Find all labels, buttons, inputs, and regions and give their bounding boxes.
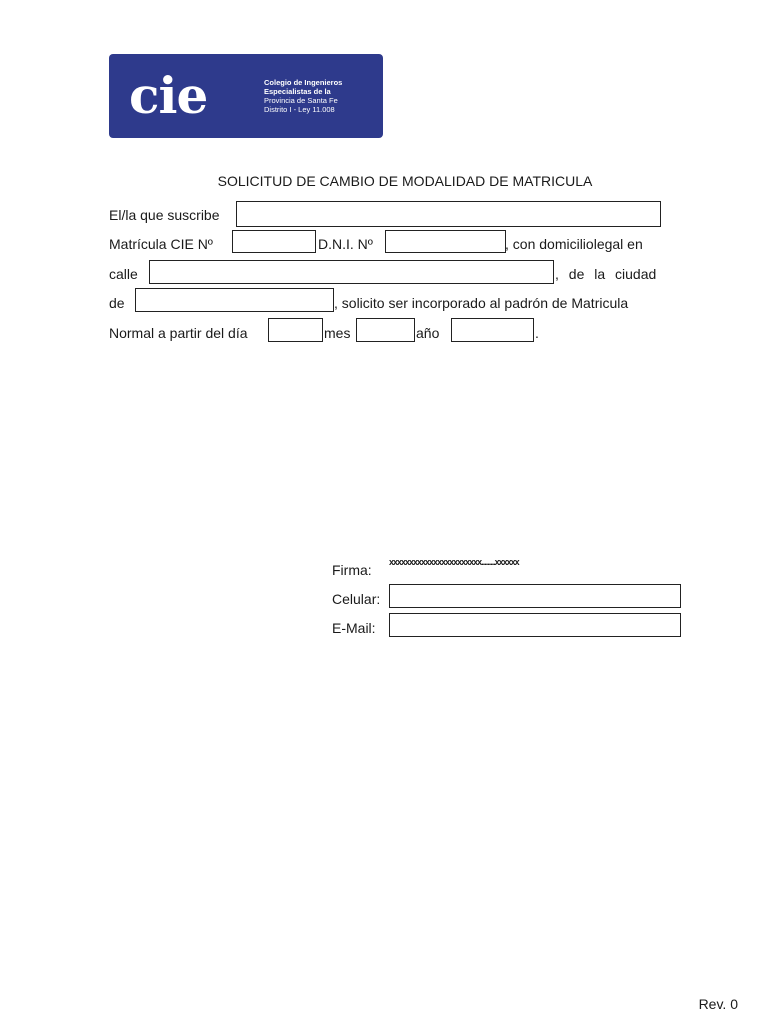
normal-label: Normal a partir del día [109, 325, 248, 341]
calle-label: calle [109, 266, 138, 282]
revision-label: Rev. 0 [698, 996, 738, 1012]
document-title: SOLICITUD DE CAMBIO DE MODALIDAD DE MATRICULA [217, 173, 593, 189]
de-label: de [109, 295, 125, 311]
logo-text [264, 78, 374, 114]
logo-mark: cie [129, 66, 208, 125]
logo-line-4: Distrito I - Ley 11.008 [264, 105, 335, 114]
dia-field[interactable] [268, 318, 323, 342]
firma-line[interactable]: xxxxxxxxxxxxxxxxxxxxxxx.........xxxxxx [389, 557, 519, 567]
dni-label: D.N.I. Nº [318, 236, 373, 252]
email-label: E-Mail: [332, 620, 376, 636]
cie-logo [109, 54, 383, 138]
domicilio-label: , con domiciliolegal en [505, 236, 643, 252]
anio-field[interactable] [451, 318, 534, 342]
period: . [535, 325, 539, 341]
calle-field[interactable] [149, 260, 554, 284]
ciudad-field[interactable] [135, 288, 334, 312]
matricula-label: Matrícula CIE Nº [109, 236, 213, 252]
logo-line-2: Especialistas de la [264, 87, 331, 96]
solicito-label: , solicito ser incorporado al padrón de Matricula [334, 295, 629, 311]
email-field[interactable] [389, 613, 681, 637]
matricula-field[interactable] [232, 230, 316, 253]
mes-label: mes [324, 325, 351, 341]
firma-label: Firma: [332, 562, 372, 578]
suscribe-label: El/la que suscribe [109, 207, 220, 223]
suscribe-field[interactable] [236, 201, 661, 227]
celular-field[interactable] [389, 584, 681, 608]
ciudad-label: , de la ciudad [555, 266, 657, 282]
celular-label: Celular: [332, 591, 381, 607]
logo-line-3: Provincia de Santa Fe [264, 96, 338, 105]
dni-field[interactable] [385, 230, 506, 253]
mes-field[interactable] [356, 318, 415, 342]
anio-label: año [416, 325, 440, 341]
logo-line-1: Colegio de Ingenieros [264, 78, 343, 87]
